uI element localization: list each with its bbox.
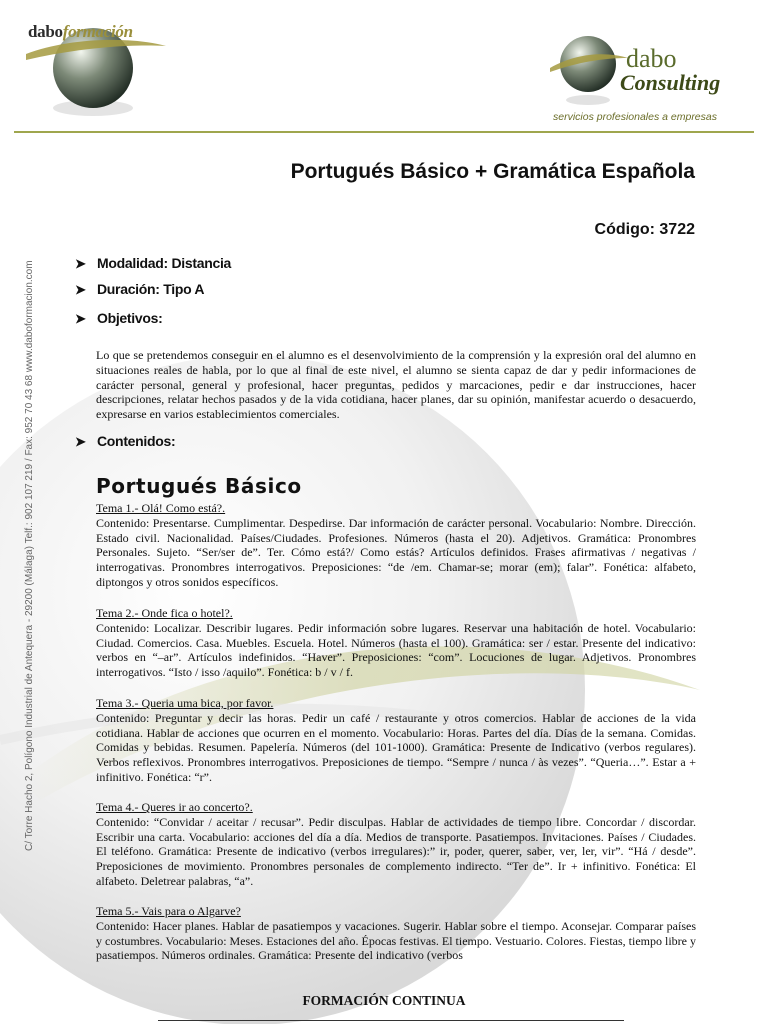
tagline: servicios profesionales a empresas	[553, 111, 717, 123]
arrow-bullet-icon: ➤	[75, 434, 86, 449]
tema-title: Tema 3.- Queria uma bica, por favor.	[96, 696, 274, 710]
arrow-bullet-icon: ➤	[75, 256, 86, 271]
header-divider	[14, 131, 754, 133]
sidebar-address: C/ Torre Hacho 2, Polígono Industrial de Antequera - 29200 (Málaga) Telf.: 902 107 219 / Fax: 952 70 43 68 www.daboformacion.com	[24, 260, 35, 851]
footer-divider	[158, 1020, 624, 1021]
duracion-item: ➤ Duración: Tipo A	[75, 281, 205, 297]
tema-block	[96, 501, 696, 590]
modalidad-item: ➤ Modalidad: Distancia	[75, 255, 232, 271]
tema-title: Tema 2.- Onde fica o hotel?.	[96, 606, 233, 620]
arrow-bullet-icon: ➤	[75, 311, 86, 326]
tema-block	[96, 696, 696, 785]
objetivos-heading: ➤ Objetivos:	[75, 310, 163, 326]
left-logo-text: daboformación	[28, 22, 133, 41]
tema-body: Contenido: Preguntar y decir las horas. Pedir un café / restaurante y otros comercios. Hablar de acciones de la vida cotidiana. Hablar de acciones que ocurren en el momento. Vocabulario: Horas. Partes del día. Días de la semana. Comidas. Comidas y bebidas. Resumen. Papelería. Números (del 101-1000). Gramática: Presente de Indicativo (verbos regulares). Verbos reflexivos. Pronombres interrogativos. Preposiciones de tiempo. “Sempre / nunca / às vezes”. “Queria…”. Estar a + infinitivo. Fonética: “r”.	[96, 710, 696, 784]
tema-block	[96, 606, 696, 680]
right-logo-line1: dabo	[626, 44, 677, 73]
tema-body: Contenido: Hacer planes. Hablar de pasatiempos y vacaciones. Sugerir. Hablar sobre el tiempo. Aconsejar. Comparar países y costumbres. Vocabulario: Meses. Estaciones del año. Épocas festivas. El tiempo. Vestuario. Colores. Fiestas, tiempo libre y pasatiempos. Números ordinales. Gramática: Presente del indicativo (verbos	[96, 918, 696, 963]
tema-title: Tema 1.- Olá! Como está?.	[96, 501, 226, 515]
tema-title: Tema 5.- Vais para o Algarve?	[96, 904, 241, 918]
right-logo-line2: Consulting	[620, 70, 721, 95]
tema-block	[96, 904, 696, 963]
tema-body: Contenido: Localizar. Describir lugares. Pedir información sobre lugares. Reservar una habitación de hotel. Vocabulario: Ciudad. Comercios. Casa. Muebles. Escuela. Hotel. Números (hasta el 100). Gramática: ser / estar. Presente del indicativo: verbos en “–ar”. Artículos indefinidos. “Haver”. Preposiciones: “com”. Locuciones de lugar. Adjetivos. Pronombres interrogativos. “Isto / isso /aquilo”. Fonética: b / v / f.	[96, 620, 696, 680]
tema-title: Tema 4.- Queres ir ao concerto?.	[96, 800, 253, 814]
footer-label: FORMACIÓN CONTINUA	[302, 993, 466, 1008]
contenidos-heading: ➤ Contenidos:	[75, 433, 176, 449]
objetivos-paragraph: Lo que se pretendemos conseguir en el alumno es el desenvolvimiento de la comprensión y la expresión oral del alumno en situaciones reales de habla, por lo que al final de este nivel, el alumno se sienta capaz de dar y pedir informaciones de carácter personal, general y profesional, hacer preguntas, pedidos y marcaciones, pedir e dar instrucciones, hacer descripciones, relatar hechos pasados y de la vida cotidiana, hacer planes, dar su opinión, manifestar acuerdo o desacuerdo, expresarse en varios establecimientos comerciales.	[96, 348, 696, 422]
daboformacion-logo	[18, 8, 168, 126]
tema-body: Contenido: “Convidar / aceitar / recusar”. Pedir disculpas. Hablar de actividades de tiempo libre. Concordar / discordar. Escribir una carta. Vocabulario: acciones del día a día. Medios de transporte. Pasatiempos. Invitaciones. Países / Ciudades. El teléfono. Gramática: Presente de indicativo (verbos irregulares):” ir, poder, querer, saber, ver, ler, vir”. “Há / desde”. Preposiciones de movimiento. Pronombres personales de complemento indirecto. “Ter de”. Ir + infinitivo. Fonética: El alfabeto. Deletrear palabras, “a”.	[96, 814, 696, 888]
tema-block	[96, 800, 696, 889]
course-code: Código: 3722	[594, 221, 695, 238]
arrow-bullet-icon: ➤	[75, 282, 86, 297]
section-title: Portugués Básico	[96, 474, 302, 498]
document-title: Portugués Básico + Gramática Española	[290, 160, 695, 183]
tema-body: Contenido: Presentarse. Cumplimentar. Despedirse. Dar información de carácter personal. Vocabulario: Nombre. Dirección. Estado civil. Nacionalidad. Países/Ciudades. Profesiones. Números (hasta el 20). Adjetivos. Gramática: Pronombres Personales. Sujeto. “Ser/ser de”. Ter. Cómo está?/ Como estás? Artículos definidos. Frases afirmativas / negativas / interrogativas. Pronombres interrogativos. Preposiciones: “de /em. Chamar-se; morar (em); falar”. Fonética: alfabeto, diptongos y otros sonidos específicos.	[96, 515, 696, 589]
globe-logo-icon	[548, 28, 628, 108]
